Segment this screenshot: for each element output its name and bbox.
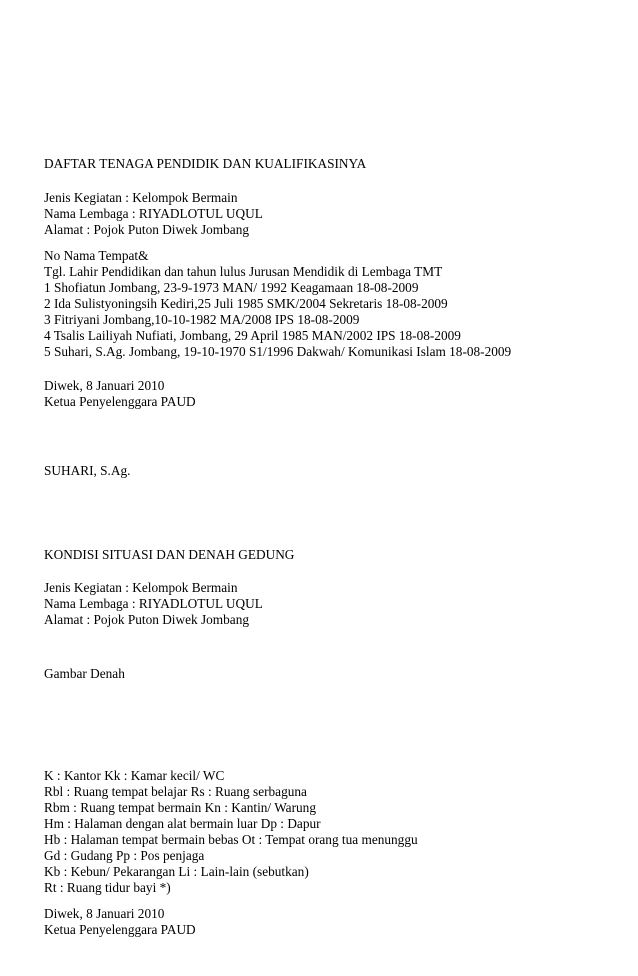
- gambar-denah-label: Gambar Denah: [44, 666, 125, 681]
- legend-item: Rt : Ruang tidur bayi *): [44, 880, 171, 895]
- legend-item: Kb : Kebun/ Pekarangan Li : Lain-lain (sebutkan): [44, 864, 309, 879]
- section2-title: KONDISI SITUASI DAN DENAH GEDUNG: [44, 547, 295, 562]
- section2-alamat: Alamat : Pojok Puton Diwek Jombang: [44, 612, 249, 627]
- legend-item: K : Kantor Kk : Kamar kecil/ WC: [44, 768, 225, 783]
- table-row: 5 Suhari, S.Ag. Jombang, 19-10-1970 S1/1996 Dakwah/ Komunikasi Islam 18-08-2009: [44, 344, 512, 359]
- table-row: 2 Ida Sulistyoningsih Kediri,25 Juli 1985 SMK/2004 Sekretaris 18-08-2009: [44, 296, 448, 311]
- section1-signer-title: Ketua Penyelenggara PAUD: [44, 394, 196, 409]
- legend-item: Rbl : Ruang tempat belajar Rs : Ruang serbaguna: [44, 784, 307, 799]
- legend-item: Gd : Gudang Pp : Pos penjaga: [44, 848, 205, 863]
- table-row: 4 Tsalis Lailiyah Nufiati, Jombang, 29 April 1985 MAN/2002 IPS 18-08-2009: [44, 328, 461, 343]
- legend-item: Rbm : Ruang tempat bermain Kn : Kantin/ Warung: [44, 800, 316, 815]
- section2-place-date: Diwek, 8 Januari 2010: [44, 906, 165, 921]
- section1-alamat: Alamat : Pojok Puton Diwek Jombang: [44, 222, 249, 237]
- legend-item: Hm : Halaman dengan alat bermain luar Dp : Dapur: [44, 816, 321, 831]
- table-row: 3 Fitriyani Jombang,10-10-1982 MA/2008 IPS 18-08-2009: [44, 312, 360, 327]
- section1-nama-lembaga: Nama Lembaga : RIYADLOTUL UQUL: [44, 206, 263, 221]
- section2-nama-lembaga: Nama Lembaga : RIYADLOTUL UQUL: [44, 596, 263, 611]
- table-row: 1 Shofiatun Jombang, 23-9-1973 MAN/ 1992 Keagamaan 18-08-2009: [44, 280, 419, 295]
- legend-item: Hb : Halaman tempat bermain bebas Ot : Tempat orang tua menunggu: [44, 832, 418, 847]
- section2-jenis-kegiatan: Jenis Kegiatan : Kelompok Bermain: [44, 580, 238, 595]
- section2-signer-title: Ketua Penyelenggara PAUD: [44, 922, 196, 937]
- section1-title: DAFTAR TENAGA PENDIDIK DAN KUALIFIKASINYA: [44, 156, 367, 171]
- table-header-line-1: No Nama Tempat&: [44, 248, 149, 263]
- section1-place-date: Diwek, 8 Januari 2010: [44, 378, 165, 393]
- section1-jenis-kegiatan: Jenis Kegiatan : Kelompok Bermain: [44, 190, 238, 205]
- table-header-line-2: Tgl. Lahir Pendidikan dan tahun lulus Jurusan Mendidik di Lembaga TMT: [44, 264, 443, 279]
- section1-signer-name: SUHARI, S.Ag.: [44, 463, 131, 478]
